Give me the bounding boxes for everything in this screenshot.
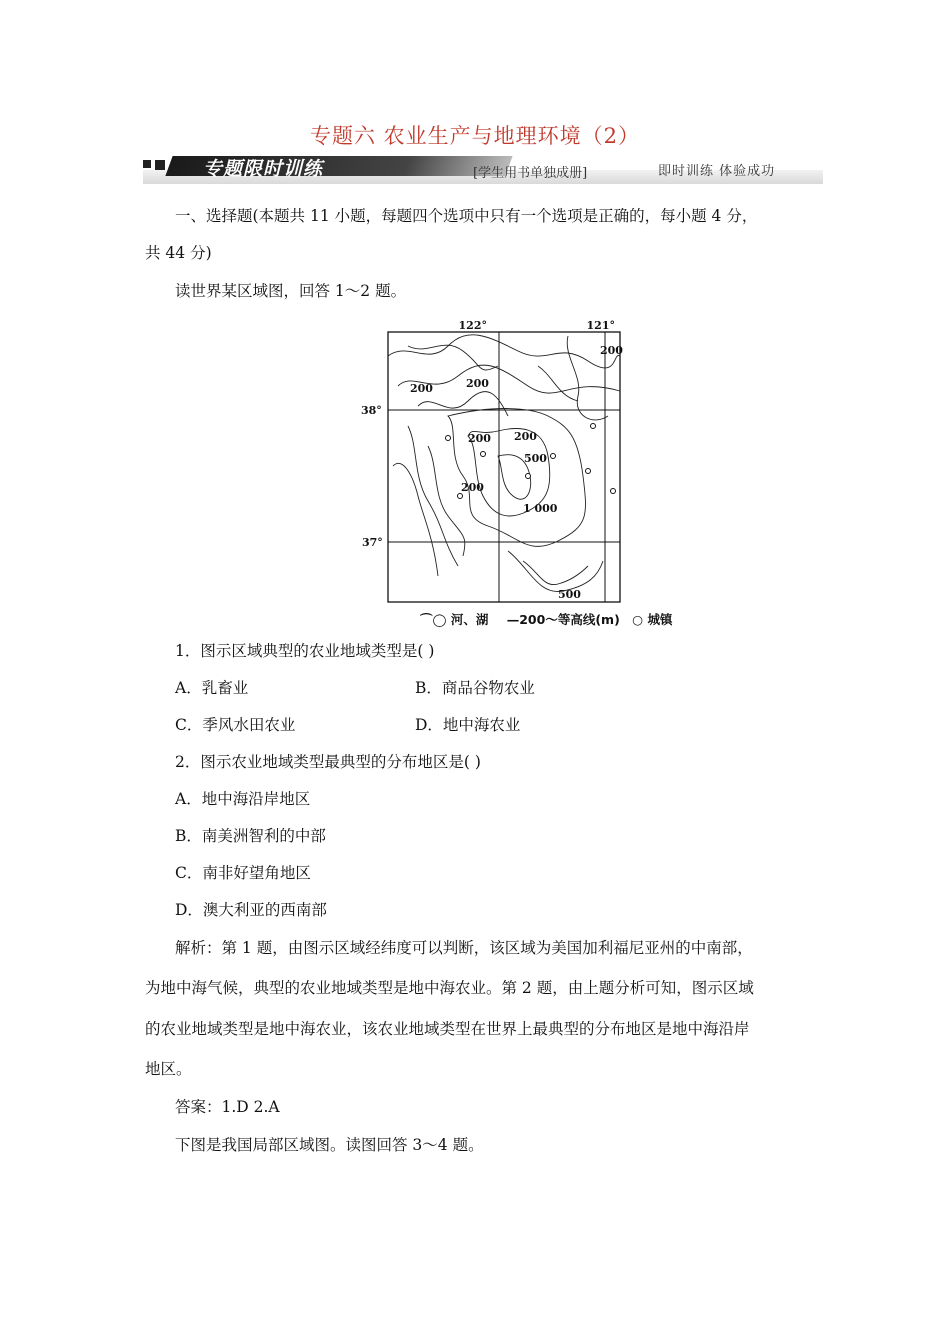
- map-frame: [388, 332, 620, 602]
- question-option: C．季风水田农业: [175, 716, 296, 734]
- read-prompt: 读世界某区域图，回答 1～2 题。: [175, 282, 407, 300]
- section-intro-line: 共 44 分): [145, 244, 212, 262]
- question-option: D．地中海农业: [415, 716, 521, 734]
- contour-label: 200: [514, 430, 537, 443]
- banner-square-icon: [143, 160, 151, 168]
- banner-slogan: 即时训练 体验成功: [658, 164, 776, 179]
- question-option: A．乳畜业: [175, 679, 249, 697]
- legend-contour-value: 200: [519, 612, 546, 627]
- page-title: 专题六 农业生产与地理环境（2）: [309, 124, 641, 148]
- region-map: [388, 319, 628, 610]
- banner-label: 专题限时训练: [203, 158, 324, 180]
- analysis-line: 解析：第 1 题，由图示区域经纬度可以判断，该区域为美国加利福尼亚州的中南部，: [175, 939, 753, 957]
- lon-label: 121°: [586, 319, 615, 332]
- section-banner: [143, 150, 823, 184]
- analysis-line: 为地中海气候，典型的农业地域类型是地中海农业。第 2 题，由上题分析可知，图示区域: [145, 979, 754, 997]
- question-stem: 1．图示区域典型的农业地域类型是( ): [175, 642, 435, 660]
- map-legend: [420, 610, 672, 628]
- lat-label: 37°: [362, 536, 383, 549]
- contour-label: 200: [466, 377, 489, 390]
- contour-label: 500: [558, 588, 581, 601]
- contour-label: 500: [524, 452, 547, 465]
- legend-river-lake: 河、湖: [450, 612, 489, 627]
- question-option: A．地中海沿岸地区: [175, 790, 311, 808]
- answer-line: 答案：1.D 2.A: [175, 1098, 280, 1116]
- contour-label: 1 000: [523, 502, 558, 515]
- contour-icon: —: [506, 612, 520, 627]
- contour-label: 200: [468, 432, 491, 445]
- contour-label: 200: [410, 382, 433, 395]
- contour-icon: 〜: [545, 612, 558, 627]
- banner-square-icon: [155, 160, 165, 170]
- legend-town: 城镇: [647, 612, 673, 627]
- contour-label: 200: [600, 344, 623, 357]
- legend-contour: 等高线(m): [557, 612, 620, 627]
- contour-label: 200: [461, 481, 484, 494]
- next-prompt: 下图是我国局部区域图。读图回答 3～4 题。: [175, 1136, 484, 1154]
- lat-label: 38°: [361, 404, 382, 417]
- question-option: D．澳大利亚的西南部: [175, 901, 327, 919]
- question-option: C．南非好望角地区: [175, 864, 311, 882]
- section-intro-line: 一、选择题(本题共 11 小题，每题四个选项中只有一个选项是正确的，每小题 4 分，: [175, 207, 758, 225]
- question-option: B．南美洲智利的中部: [175, 827, 326, 845]
- town-icon: ○: [632, 612, 644, 627]
- banner-note: [学生用书单独成册]: [473, 166, 588, 181]
- analysis-line: 地区。: [145, 1060, 192, 1078]
- question-option: B．商品谷物农业: [415, 679, 535, 697]
- river-lake-icon: ⌒◯: [420, 612, 447, 627]
- lon-label: 122°: [458, 319, 487, 332]
- analysis-line: 的农业地域类型是地中海农业，该农业地域类型在世界上最典型的分布地区是地中海沿岸: [145, 1020, 750, 1038]
- question-stem: 2．图示农业地域类型最典型的分布地区是( ): [175, 753, 481, 771]
